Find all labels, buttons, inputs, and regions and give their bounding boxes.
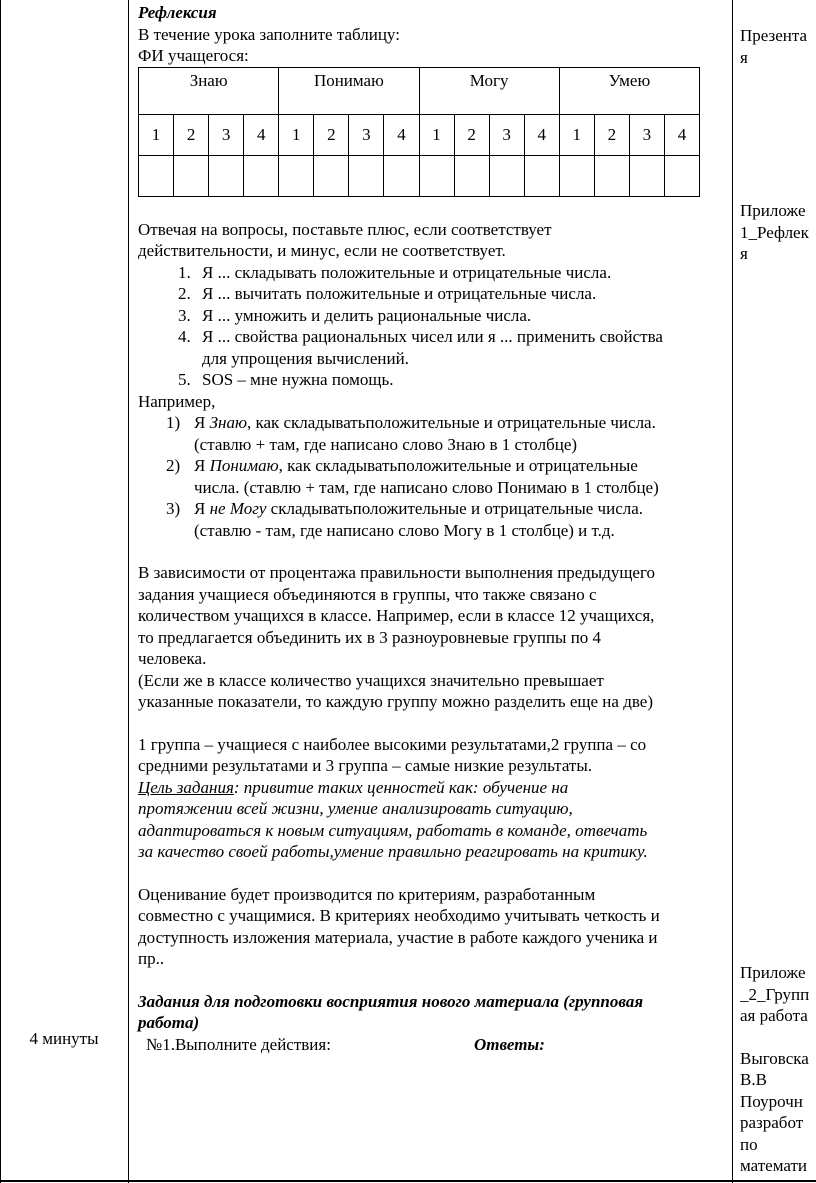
level-cell: 1 <box>139 114 174 155</box>
resource-appendix-group-work: Приложе _2_Групп ая работа Выговска В.В Поурочн разработ по математи <box>740 963 810 1175</box>
header-cell-understand: Понимаю <box>279 67 419 114</box>
resource-appendix-reflection: Приложе 1_Рефлек я <box>740 201 809 263</box>
answer-intro-line-1: Отвечая на вопросы, поставьте плюс, если соответствует <box>138 219 552 239</box>
instruction-text: В течение урока заполните таблицу: <box>138 24 400 44</box>
answer-cell[interactable] <box>454 155 489 196</box>
answer-cell[interactable] <box>349 155 384 196</box>
example-item: 3) Я не Могу складыватьположительные и отрицательные числа. (ставлю - там, где написано слово Могу в 1 столбце) и т.д. <box>166 499 644 540</box>
example-label: Например, <box>138 391 216 411</box>
example-item: 2) Я Понимаю, как складыватьположительные и отрицательные числа. (ставлю + там, где написано слово Понимаю в 1 столбце) <box>166 456 659 497</box>
reflection-table-level-row <box>139 114 700 155</box>
groups-description-line-2: средними результатами и 3 группа – самые низкие результаты. <box>138 756 593 775</box>
answer-cell[interactable] <box>139 155 174 196</box>
level-cell: 2 <box>314 114 349 155</box>
criteria-paragraph: Оценивание будет производится по критериям, разработанным совместно с учащимися. В критериях необходимо учитывать четкость и доступность изложения материала, участие в работе каждого ученика и пр.. <box>138 884 660 968</box>
answer-cell[interactable] <box>314 155 349 196</box>
column-divider-left <box>128 0 129 1183</box>
column-divider-right <box>732 0 733 1183</box>
reflection-table <box>138 67 700 197</box>
level-cell: 3 <box>629 114 664 155</box>
header-cell-can: Могу <box>419 67 559 114</box>
answer-cell[interactable] <box>384 155 419 196</box>
tasks-heading-line-2: работа) <box>138 1013 200 1032</box>
level-cell: 4 <box>524 114 559 155</box>
section-title: Рефлексия <box>138 3 217 22</box>
level-cell: 4 <box>244 114 279 155</box>
grouping-paragraph: В зависимости от процентажа правильности выполнения предыдущего задания учащиеся объединяются в группы, что также связано с количеством учащихся в классе. Например, если в классе 12 учащихся, то предлагается объединить их в 3 разноуровневые группы по 4 человека. (Если же в классе количество учащихся значительно превышает указанные показатели, то каждую группу можно разделить еще на две) <box>138 563 656 711</box>
tasks-heading-line-1: Задания для подготовки восприятия нового материала (групповая <box>138 991 644 1011</box>
student-name-label: ФИ учащегося: <box>138 46 249 65</box>
level-cell: 2 <box>594 114 629 155</box>
list-item: 4. Я ... свойства рациональных чисел или я ... применить свойства для упрощения вычислений. <box>195 326 728 369</box>
level-cell: 3 <box>349 114 384 155</box>
answer-cell[interactable] <box>209 155 244 196</box>
level-cell: 1 <box>559 114 594 155</box>
task-1-label: №1.Выполните действия: <box>146 1034 331 1054</box>
answer-cell[interactable] <box>559 155 594 196</box>
lesson-content <box>138 2 728 1056</box>
list-item: 5. SOS – мне нужна помощь. <box>195 369 728 391</box>
answers-label: Ответы: <box>474 1034 545 1054</box>
groups-description-line-1: 1 группа – учащиеся с наиболее высокими результатами,2 группа – со <box>138 734 647 754</box>
level-cell: 2 <box>174 114 209 155</box>
goal-label: Цель задания <box>138 777 234 797</box>
resource-presentation: Презента я <box>740 26 808 67</box>
duration-text: 4 минуты <box>29 1029 99 1048</box>
reflection-table-answer-row <box>139 155 700 196</box>
level-cell: 3 <box>209 114 244 155</box>
answer-cell[interactable] <box>244 155 279 196</box>
level-cell: 2 <box>454 114 489 155</box>
answer-cell[interactable] <box>664 155 699 196</box>
reflection-table-header-row <box>139 67 700 114</box>
example-item: 1) Я Знаю, как складыватьположительные и отрицательные числа. (ставлю + там, где написано слово Знаю в 1 столбце) <box>166 413 656 454</box>
question-list <box>138 262 728 391</box>
level-cell: 3 <box>489 114 524 155</box>
answer-cell[interactable] <box>489 155 524 196</box>
answer-cell[interactable] <box>524 155 559 196</box>
header-cell-able: Умею <box>559 67 699 114</box>
list-item: 2. Я ... вычитать положительные и отрицательные числа. <box>195 283 728 305</box>
header-cell-know: Знаю <box>139 67 279 114</box>
level-cell: 4 <box>664 114 699 155</box>
list-item: 1. Я ... складывать положительные и отрицательные числа. <box>195 262 728 284</box>
answer-cell[interactable] <box>279 155 314 196</box>
answer-cell[interactable] <box>419 155 454 196</box>
answer-cell[interactable] <box>174 155 209 196</box>
task-1-row <box>138 1034 728 1056</box>
duration-column <box>0 0 128 1183</box>
level-cell: 1 <box>419 114 454 155</box>
answer-cell[interactable] <box>594 155 629 196</box>
answer-cell[interactable] <box>629 155 664 196</box>
level-cell: 4 <box>384 114 419 155</box>
resources-column <box>740 0 816 1183</box>
level-cell: 1 <box>279 114 314 155</box>
task-goal: Цель задания: привитие таких ценностей как: обучение на протяжении всей жизни, умение анализировать ситуацию, адаптироваться к новым ситуациям, работать в команде, отвечать за качество своей работы,умение правильно реагировать на критику. <box>138 777 648 861</box>
answer-intro-line-2: действительности, и минус, если не соответствует. <box>138 241 506 260</box>
list-item: 3. Я ... умножить и делить рациональные числа. <box>195 305 728 327</box>
